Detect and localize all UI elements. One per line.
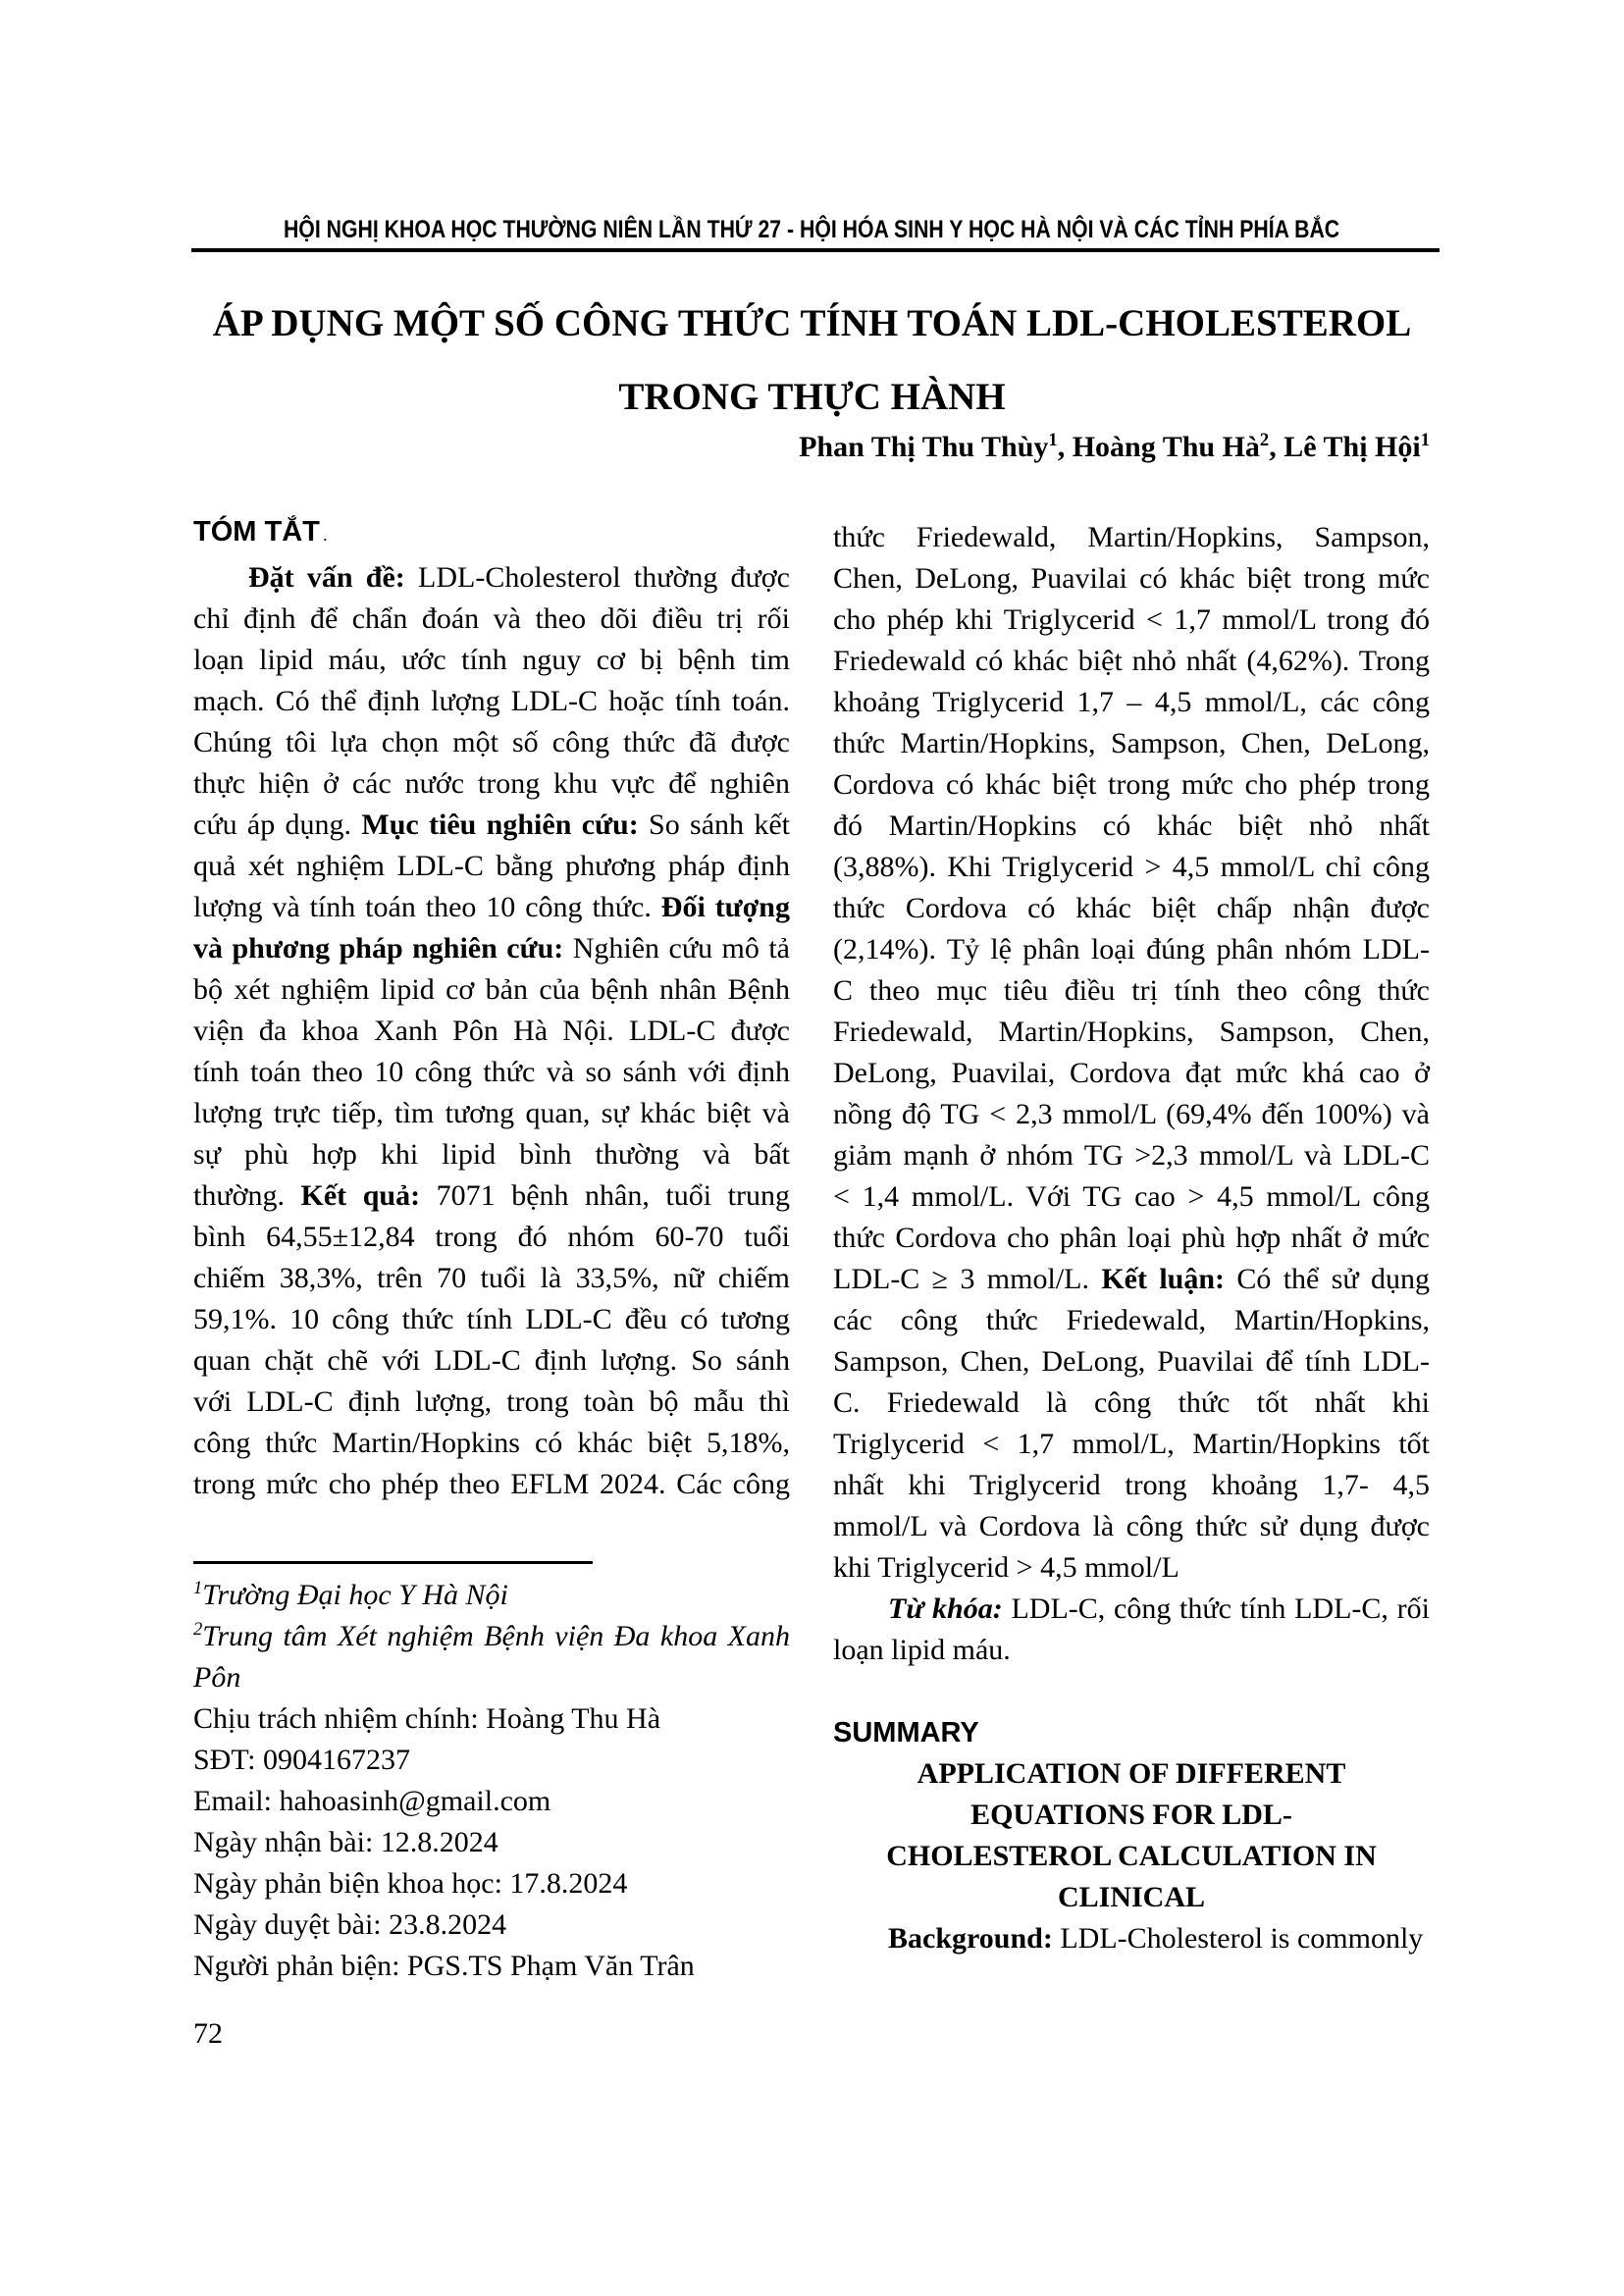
text-segment: Background: <box>888 1922 1061 1955</box>
text-line <box>193 1740 790 1781</box>
text-line <box>193 557 790 599</box>
text-segment: < 1,4 mmol/L. Với TG cao > 4,5 mmol/L công <box>833 1180 1430 1213</box>
text-segment: Trung tâm Xét nghiệm Bệnh viện Đa khoa Xanh <box>202 1620 790 1652</box>
text-segment: Friedewald có khác biệt nhỏ nhất (4,62%). Trong <box>833 645 1430 677</box>
text-line <box>193 1863 790 1905</box>
text-segment: 1 <box>193 1578 203 1598</box>
text-segment: (3,88%). Khi Triglycerid > 4,5 mmol/L chỉ công <box>833 851 1430 883</box>
text-line <box>193 846 790 887</box>
text-line <box>193 928 790 969</box>
text-segment: C theo mục tiêu điều trị tính theo công thức <box>833 974 1430 1007</box>
text-line <box>833 1012 1430 1053</box>
text-segment: CHOLESTEROL CALCULATION IN <box>886 1840 1377 1872</box>
text-segment: SUMMARY <box>833 1717 979 1748</box>
text-segment: TÓM TẮT <box>193 516 320 548</box>
text-segment: 59,1%. 10 công thức tính LDL-C đều có tương <box>193 1303 790 1335</box>
text-segment: Kết quả: <box>300 1179 421 1212</box>
text-segment: với LDL-C định lượng, trong toàn bộ mẫu thì <box>193 1385 790 1418</box>
text-line <box>833 1877 1430 1918</box>
text-line <box>193 1011 790 1052</box>
text-line <box>833 682 1430 723</box>
text-line <box>193 1382 790 1423</box>
text-line <box>193 887 790 928</box>
text-segment: thường. <box>193 1179 301 1212</box>
text-segment: loạn lipid máu, ước tính nguy cơ bị bệnh tim <box>193 644 790 676</box>
text-segment: mmol/L và Cordova là công thức sử dụng được <box>833 1510 1430 1542</box>
text-segment: cho phép khi Triglycerid < 1,7 mmol/L trong đó <box>833 603 1430 636</box>
text-line <box>833 517 1430 558</box>
text-segment: loạn lipid máu. <box>833 1634 1011 1666</box>
text-segment: 1 <box>1048 430 1058 450</box>
text-line <box>193 1052 790 1093</box>
text-segment: , Hoàng Thu Hà <box>1057 431 1260 463</box>
text-line <box>833 1094 1430 1135</box>
text-line <box>833 970 1430 1012</box>
text-segment: mạch. Có thể định lượng LDL-C hoặc tính toán. <box>193 685 790 717</box>
text-segment: Người phản biện: PGS.TS Phạm Văn Trân <box>193 1950 695 1982</box>
text-segment: Ngày nhận bài: 12.8.2024 <box>193 1826 498 1858</box>
text-segment: , Lê Thị Hội <box>1269 431 1421 463</box>
text-line <box>833 1918 1430 1959</box>
text-segment: cứu áp dụng. <box>193 809 362 841</box>
text-segment: Chúng tôi lựa chọn một số công thức đã được <box>193 726 790 758</box>
text-line <box>193 1423 790 1464</box>
text-segment: LDL-Cholesterol is commonly <box>1060 1922 1424 1955</box>
text-line <box>193 1134 790 1175</box>
text-segment: Đối tượng <box>660 891 790 923</box>
text-line <box>193 681 790 722</box>
text-segment: 1 <box>1420 430 1430 450</box>
text-segment: 2 <box>1259 430 1270 450</box>
text-line <box>193 640 790 681</box>
text-segment: Pôn <box>193 1661 241 1694</box>
text-segment: nhất khi Triglycerid trong khoảng 1,7- 4,5 <box>833 1469 1430 1501</box>
text-line <box>833 1547 1430 1589</box>
text-segment: Trường Đại học Y Hà Nội <box>202 1579 508 1611</box>
text-line <box>193 1946 790 1987</box>
text-segment: công thức Martin/Hopkins có khác biệt 5,18%, <box>193 1427 790 1459</box>
text-segment: giảm mạnh ở nhóm TG >2,3 mmol/L và LDL-C <box>833 1139 1430 1172</box>
text-segment: đó Martin/Hopkins có khác biệt nhỏ nhất <box>833 809 1430 842</box>
text-segment: quả xét nghiệm LDL-C bằng phương pháp định <box>193 850 790 882</box>
text-segment: Đặt vấn đề: <box>248 561 419 594</box>
text-segment: bộ xét nghiệm lipid cơ bản của bệnh nhân Bệnh <box>193 973 790 1006</box>
text-line <box>833 1753 1430 1795</box>
text-line <box>833 1465 1430 1506</box>
text-segment: lượng trực tiếp, tìm tương quan, sự khác biệt và <box>193 1097 790 1129</box>
text-segment: APPLICATION OF DIFFERENT <box>917 1757 1346 1790</box>
text-line <box>833 1795 1430 1836</box>
text-line <box>833 1424 1430 1465</box>
text-line <box>193 969 790 1011</box>
text-segment: Triglycerid < 1,7 mmol/L, Martin/Hopkins tốt <box>833 1428 1430 1460</box>
abstract-column <box>193 511 790 1505</box>
text-segment: quan chặt chẽ với LDL-C định lượng. So sánh <box>193 1344 790 1377</box>
text-segment: EQUATIONS FOR LDL- <box>970 1799 1292 1831</box>
text-line <box>193 427 1430 468</box>
text-line <box>193 1905 790 1946</box>
text-line <box>193 1698 790 1740</box>
text-line <box>833 847 1430 888</box>
text-segment: C. Friedewald là công thức tốt nhất khi <box>833 1386 1430 1419</box>
text-line <box>193 1575 790 1616</box>
text-line <box>833 723 1430 764</box>
text-line <box>833 1712 1430 1753</box>
footnotes-block <box>193 1575 790 1987</box>
text-segment: khoảng Triglycerid 1,7 – 4,5 mmol/L, các công <box>833 686 1430 718</box>
text-segment: sự phù hợp khi lipid bình thường và bất <box>193 1138 790 1171</box>
text-segment: bình 64,55±12,84 trong đó nhóm 60-70 tuổi <box>193 1221 790 1253</box>
text-line <box>833 806 1430 847</box>
text-line <box>833 1300 1430 1341</box>
text-line <box>193 1217 790 1258</box>
text-segment: 7071 bệnh nhân, tuổi trung <box>420 1179 790 1212</box>
text-segment: LDL-C ≥ 3 mmol/L. <box>833 1263 1102 1295</box>
text-segment: viện đa khoa Xanh Pôn Hà Nội. LDL-C được <box>193 1015 790 1047</box>
footnote-rule <box>193 1561 593 1564</box>
page-number: 72 <box>193 2017 223 2050</box>
header-rule <box>191 248 1440 252</box>
text-line <box>833 929 1430 970</box>
text-line <box>193 722 790 763</box>
text-line <box>193 1822 790 1863</box>
text-line <box>833 1259 1430 1300</box>
text-line <box>833 600 1430 641</box>
text-segment: Sampson, Chen, DeLong, Puavilai để tính LDL- <box>833 1345 1430 1378</box>
text-line <box>833 1053 1430 1094</box>
text-line <box>193 1340 790 1382</box>
text-segment: LDL-C, công thức tính LDL-C, rối <box>1011 1592 1430 1625</box>
text-segment: Chịu trách nhiệm chính: Hoàng Thu Hà <box>193 1702 661 1735</box>
text-segment: DeLong, Puavilai, Cordova đạt mức khá cao ở <box>833 1057 1430 1089</box>
text-segment: lượng và tính toán theo 10 công thức. <box>193 891 661 923</box>
text-segment: tính toán theo 10 công thức và so sánh với định <box>193 1056 790 1088</box>
journal-running-head-text: HỘI NGHỊ KHOA HỌC THƯỜNG NIÊN LẦN THỨ 27 - HỘI HÓA SINH Y HỌC HÀ NỘI VÀ CÁC TỈNH PHÍA BẮC <box>284 216 1340 243</box>
text-segment: Ngày duyệt bài: 23.8.2024 <box>193 1908 507 1941</box>
text-line <box>193 599 790 640</box>
text-line <box>193 1258 790 1299</box>
text-line <box>193 1781 790 1822</box>
text-segment: Chen, DeLong, Puavilai có khác biệt trong mức <box>833 562 1430 595</box>
text-segment: CLINICAL <box>1057 1881 1206 1913</box>
text-line <box>833 1176 1430 1218</box>
text-segment: khi Triglycerid > 4,5 mmol/L <box>833 1551 1179 1584</box>
text-line <box>833 1589 1430 1630</box>
text-line <box>193 1175 790 1217</box>
text-segment: Cordova có khác biệt trong mức cho phép trong <box>833 768 1430 801</box>
text-segment: thức Cordova cho phân loại phù hợp nhất ở mức <box>833 1222 1430 1254</box>
text-line <box>833 1341 1430 1383</box>
text-segment: và phương pháp nghiên cứu: <box>193 932 573 965</box>
text-segment: . <box>319 529 328 544</box>
text-line <box>193 1616 790 1657</box>
text-line <box>833 641 1430 682</box>
text-line <box>833 1506 1430 1547</box>
text-segment: các công thức Friedewald, Martin/Hopkins, <box>833 1304 1430 1336</box>
text-segment: chỉ định để chẩn đoán và theo dõi điều trị rối <box>193 602 790 635</box>
text-line <box>193 1093 790 1134</box>
text-line <box>833 888 1430 929</box>
text-line <box>193 1657 790 1698</box>
article-title-line2: TRONG THỰC HÀNH <box>618 376 1006 418</box>
text-line <box>193 1464 790 1505</box>
text-segment: thức Friedewald, Martin/Hopkins, Sampson, <box>833 521 1430 553</box>
text-segment: 2 <box>193 1619 203 1640</box>
text-line <box>833 558 1430 600</box>
text-segment: thức Cordova có khác biệt chấp nhận được <box>833 892 1430 924</box>
text-segment: Mục tiêu nghiên cứu: <box>361 809 639 841</box>
text-line <box>833 1383 1430 1424</box>
text-segment: Friedewald, Martin/Hopkins, Sampson, Chen, <box>833 1016 1430 1048</box>
text-segment: chiếm 38,3%, trên 70 tuổi là 33,5%, nữ chiếm <box>193 1262 790 1294</box>
text-segment: Nghiên cứu mô tả <box>572 932 790 965</box>
text-segment: Email: hahoasinh@gmail.com <box>193 1785 551 1817</box>
text-segment: Kết luận: <box>1101 1263 1226 1295</box>
text-line <box>833 1836 1430 1877</box>
text-line <box>193 1299 790 1340</box>
text-segment: LDL-Cholesterol thường được <box>418 561 790 594</box>
text-line <box>833 764 1430 806</box>
article-title-line1: ÁP DỤNG MỘT SỐ CÔNG THỨC TÍNH TOÁN LDL-CHOLESTEROL <box>212 302 1412 344</box>
summary-column <box>833 517 1430 1959</box>
text-line <box>833 1218 1430 1259</box>
text-segment: nồng độ TG < 2,3 mmol/L (69,4% đến 100%) và <box>833 1098 1430 1130</box>
text-segment: So sánh kết <box>638 809 791 841</box>
text-segment: thực hiện ở các nước trong khu vực để nghiên <box>193 767 790 800</box>
text-line <box>833 1135 1430 1176</box>
text-segment: Phan Thị Thu Thùy <box>799 431 1049 463</box>
text-line <box>193 805 790 846</box>
text-segment: (2,14%). Tỷ lệ phân loại đúng phân nhóm LDL- <box>833 933 1430 965</box>
text-segment: Ngày phản biện khoa học: 17.8.2024 <box>193 1867 628 1900</box>
text-line <box>193 511 790 557</box>
text-segment: SĐT: 0904167237 <box>193 1744 411 1776</box>
text-line <box>833 1630 1430 1671</box>
text-segment: Từ khóa: <box>888 1592 1012 1625</box>
authors-line <box>193 427 1430 468</box>
journal-running-head <box>0 214 1624 244</box>
text-segment: thức Martin/Hopkins, Sampson, Chen, DeLong, <box>833 727 1430 759</box>
article-title <box>0 287 1624 434</box>
text-segment: trong mức cho phép theo EFLM 2024. Các công <box>193 1468 790 1500</box>
text-line <box>193 763 790 805</box>
text-segment: Có thể sử dụng <box>1225 1263 1430 1295</box>
